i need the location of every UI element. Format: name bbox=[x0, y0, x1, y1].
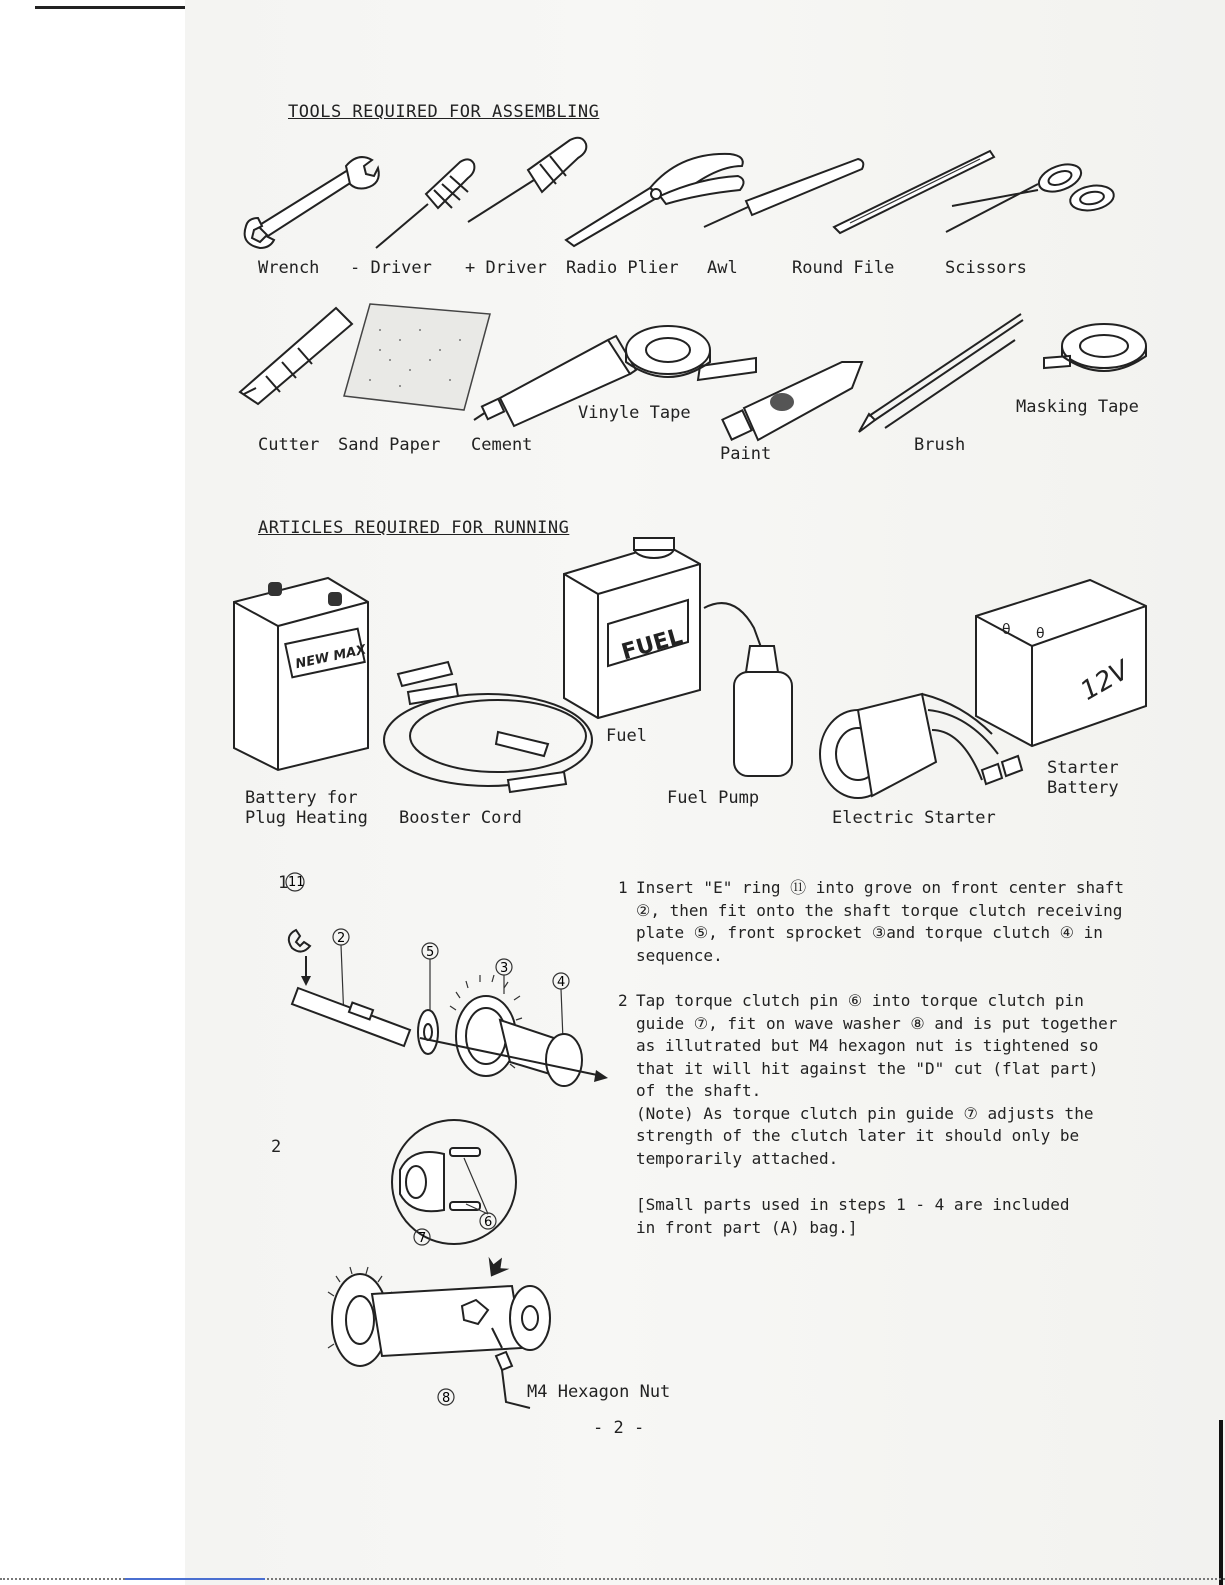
minus-driver-label: - Driver bbox=[350, 258, 432, 278]
wrench-icon bbox=[238, 148, 378, 258]
step2-line: that it will hit against the "D" cut (flat part) bbox=[636, 1058, 1099, 1078]
scan-edge-mark bbox=[35, 6, 195, 9]
step2-line: Tap torque clutch pin ⑥ into torque clutch pin bbox=[636, 991, 1084, 1010]
step2-line: of the shaft. bbox=[636, 1081, 762, 1100]
paint-label: Paint bbox=[720, 444, 772, 464]
note-line: in front part (A) bag.] bbox=[636, 1217, 858, 1237]
callout-7: 7 bbox=[418, 1231, 427, 1246]
starter-battery-label-line2: Battery bbox=[1047, 778, 1119, 798]
battery-label-line2: Plug Heating bbox=[245, 808, 368, 828]
sand-paper-label: Sand Paper bbox=[338, 435, 441, 455]
scan-edge-bar bbox=[1219, 1420, 1223, 1585]
battery-icon bbox=[228, 572, 378, 772]
cutter-label: Cutter bbox=[258, 435, 320, 455]
fuel-pump-label: Fuel Pump bbox=[667, 788, 760, 808]
diagram-step1-number: 1 bbox=[278, 873, 289, 893]
awl-label: Awl bbox=[707, 258, 738, 278]
plus-driver-label: + Driver bbox=[465, 258, 547, 278]
callout-6: 6 bbox=[484, 1215, 493, 1230]
starter-battery-label-line1: Starter bbox=[1047, 758, 1119, 778]
scissors-icon bbox=[942, 140, 1122, 240]
articles-heading: ARTICLES REQUIRED FOR RUNNING bbox=[258, 518, 570, 538]
step2-line: guide ⑦, fit on wave washer ⑧ and is put together bbox=[636, 1013, 1118, 1033]
step1-line: Insert "E" ring ⑪ into grove on front center shaft bbox=[636, 878, 1125, 897]
battery-voltage-text: 12V bbox=[1075, 655, 1135, 707]
electric-starter-label: Electric Starter bbox=[832, 808, 996, 828]
step2-line: as illutrated but M4 hexagon nut is tightened so bbox=[636, 1036, 1099, 1055]
masking-tape-icon bbox=[1040, 318, 1150, 388]
fuel-label: Fuel bbox=[606, 726, 647, 746]
callout-3: 3 bbox=[500, 961, 509, 976]
wrench-label: Wrench bbox=[258, 258, 320, 278]
callout-2: 2 bbox=[337, 931, 346, 946]
cutter-icon bbox=[236, 296, 356, 406]
booster-cord-label: Booster Cord bbox=[399, 808, 522, 828]
step1-line: sequence. bbox=[636, 945, 723, 965]
step2-number: 2 bbox=[618, 991, 628, 1010]
callout-11: 11 bbox=[288, 875, 305, 890]
step1-line: plate ⑤, front sprocket ③and torque clutch ④ in bbox=[636, 923, 1103, 942]
step1-line: ②, then fit onto the shaft torque clutch receiving bbox=[636, 900, 1123, 920]
note-line: [Small parts used in steps 1 - 4 are included bbox=[636, 1195, 1070, 1214]
callout-8: 8 bbox=[442, 1391, 451, 1406]
scissors-label: Scissors bbox=[945, 258, 1027, 278]
pin-guide-detail-diagram bbox=[380, 1118, 540, 1248]
brush-label: Brush bbox=[914, 435, 966, 455]
tools-heading: TOOLS REQUIRED FOR ASSEMBLING bbox=[288, 102, 600, 122]
scan-blue-mark bbox=[125, 1578, 265, 1580]
fuel-pump-icon bbox=[700, 596, 810, 786]
svg-text:θ: θ bbox=[1036, 626, 1045, 642]
cement-label: Cement bbox=[471, 435, 533, 455]
small-parts-note bbox=[636, 1194, 1176, 1239]
scan-margin bbox=[0, 0, 185, 1585]
step1-instructions bbox=[618, 877, 1176, 967]
vinyle-tape-label: Vinyle Tape bbox=[578, 403, 691, 423]
paint-tube-icon bbox=[722, 352, 872, 452]
callout-5: 5 bbox=[426, 945, 435, 960]
svg-text:θ: θ bbox=[1002, 622, 1011, 638]
fuel-can-text: FUEL bbox=[618, 624, 686, 666]
round-file-label: Round File bbox=[792, 258, 895, 278]
masking-tape-label: Masking Tape bbox=[1016, 397, 1139, 417]
battery-brand-text: NEW MAX bbox=[294, 642, 368, 673]
battery-label-line1: Battery for bbox=[245, 788, 358, 808]
callout-4: 4 bbox=[557, 975, 566, 990]
step2-line: (Note) As torque clutch pin guide ⑦ adjusts the bbox=[636, 1103, 1094, 1123]
step1-number: 1 bbox=[618, 878, 628, 897]
page-number: - 2 - bbox=[593, 1418, 645, 1438]
m4-hexagon-nut-label: M4 Hexagon Nut bbox=[527, 1382, 671, 1402]
cement-tube-icon bbox=[470, 330, 640, 440]
brush-icon bbox=[855, 308, 1025, 438]
starter-battery-icon bbox=[970, 576, 1150, 756]
diagram-step2-number: 2 bbox=[271, 1137, 282, 1157]
fuel-can-icon bbox=[554, 534, 704, 724]
radio-plier-label: Radio Plier bbox=[566, 258, 679, 278]
shaft-assembly-diagram bbox=[270, 870, 630, 1100]
step2-line: strength of the clutch later it should only be bbox=[636, 1126, 1080, 1145]
step2-instructions bbox=[618, 990, 1176, 1170]
step2-line: temporarily attached. bbox=[636, 1148, 839, 1168]
